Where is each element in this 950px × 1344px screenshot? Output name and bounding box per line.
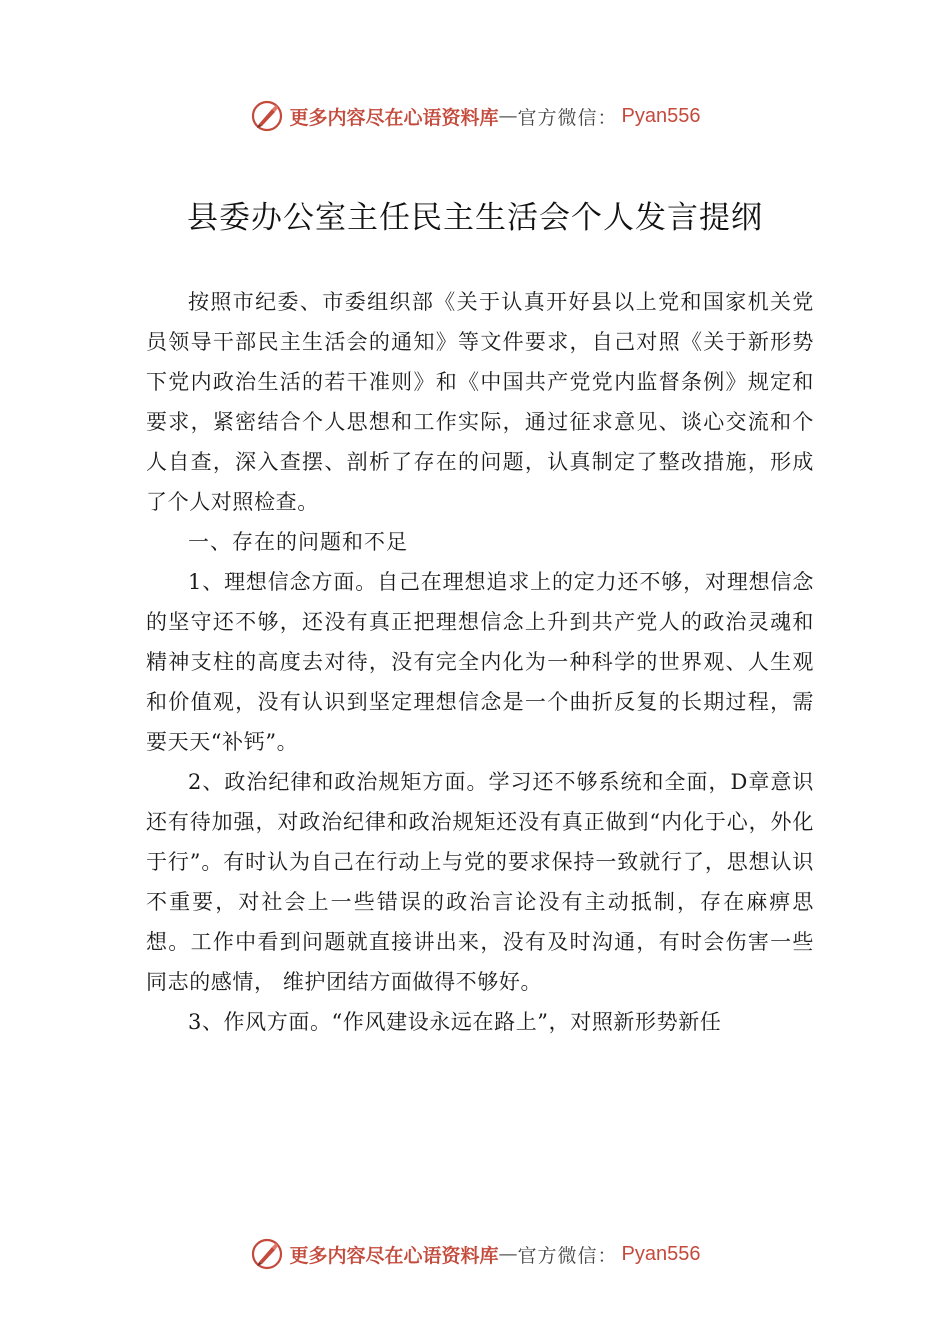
watermark-brand-text: 更多内容尽在心语资料库 [289, 106, 499, 129]
watermark-banner-bottom [0, 1234, 950, 1274]
item-paragraph-1: 1、理想信念方面。自己在理想追求上的定力还不够，对理想信念的坚守还不够，还没有真正把理想信念上升到共产党人的政治灵魂和精神支柱的高度去对待，没有完全内化为一种科学的世界观、人生观和价值观，没有认识到坚定理想信念是一个曲折反复的长期过程，需要天天“补钙”。 [146, 570, 814, 754]
document-body [146, 282, 814, 1042]
watermark-banner-top [0, 96, 950, 136]
watermark-separator: — [498, 105, 518, 127]
pen-logo-icon [250, 99, 284, 133]
document-title: 县委办公室主任民主生活会个人发言提纲 [187, 200, 763, 236]
watermark-brand-text: 更多内容尽在心语资料库 [289, 1244, 499, 1267]
watermark-separator: — [498, 1243, 518, 1265]
item-paragraph-3: 3、作风方面。“作风建设永远在路上”，对照新形势新任 [188, 1010, 722, 1034]
section-heading: 一、存在的问题和不足 [188, 530, 408, 554]
watermark-wechat-label: 官方微信： [517, 1244, 618, 1267]
watermark-handle: Pyan556 [621, 1242, 701, 1265]
watermark-wechat-label: 官方微信： [517, 106, 618, 129]
pen-logo-icon [250, 1237, 284, 1271]
watermark-handle: Pyan556 [621, 104, 701, 127]
item-paragraph-2: 2、政治纪律和政治规矩方面。学习还不够系统和全面，D章意识还有待加强，对政治纪律和政治规矩还没有真正做到“内化于心，外化于行”。有时认为自己在行动上与党的要求保持一致就行了，思想认识不重要，对社会上一些错误的政治言论没有主动抵制，存在麻痹思想。工作中看到问题就直接讲出来，没有及时沟通，有时会伤害一些同志的感情， 维护团结方面做得不够好。 [146, 770, 814, 994]
intro-paragraph: 按照市纪委、市委组织部《关于认真开好县以上党和国家机关党员领导干部民主生活会的通知》等文件要求，自己对照《关于新形势下党内政治生活的若干准则》和《中国共产党党内监督条例》规定和要求，紧密结合个人思想和工作实际，通过征求意见、谈心交流和个人自查，深入查摆、剖析了存在的问题，认真制定了整改措施，形成了个人对照检查。 [146, 290, 814, 514]
